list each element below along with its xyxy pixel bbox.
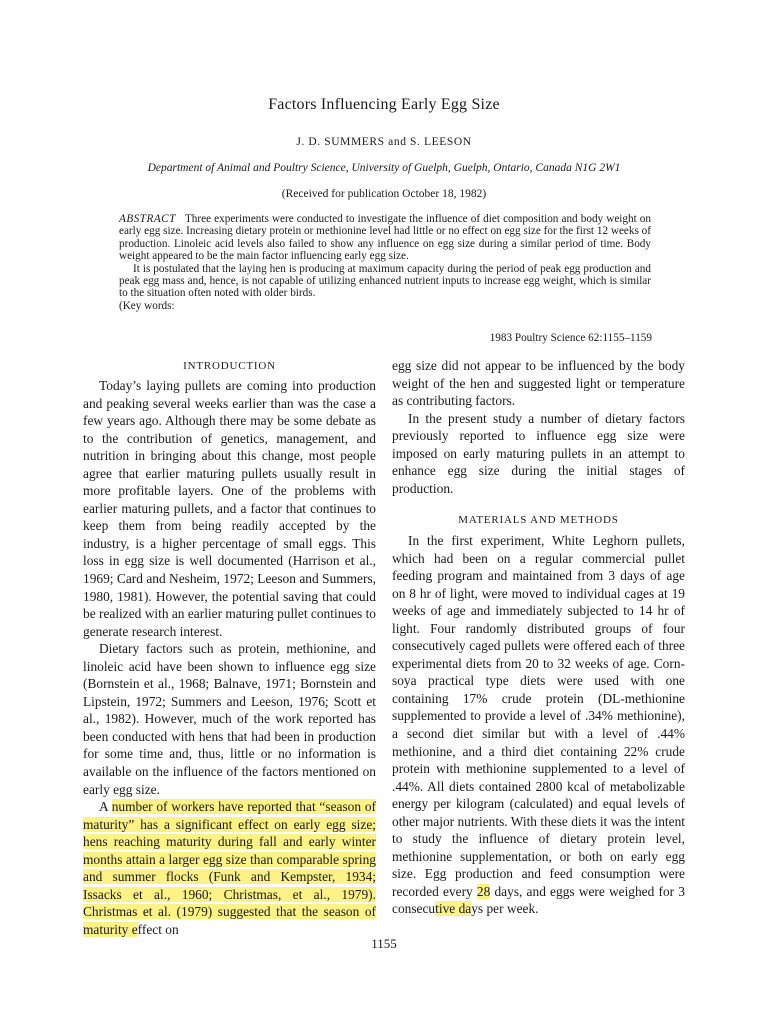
methods-text-end: ys per week. [471, 901, 539, 917]
abstract-label: ABSTRACT [119, 213, 176, 225]
abstract [119, 213, 651, 312]
abstract-paragraph-2: It is postulated that the laying hen is producing at maximum capacity during the period of peak egg production and peak egg mass and, hence, is not capable of utilizing enhanced nutrient inputs to increase egg weight, which is similar to the situation often noted with older birds. [119, 262, 651, 300]
intro-paragraph-5: In the present study a number of dietary factors previously reported to influence egg size were imposed on early maturing pullets in an attempt to enhance egg size during the initial stages of production. [392, 410, 685, 496]
introduction-heading: INTRODUCTION [183, 360, 276, 372]
abstract-text-1: Three experiments were conducted to investigate the influence of diet composition and body weight on early egg size. Increasing dietary protein or methionine level had little or no effect on egg size for the first 12 weeks of production. Linoleic acid levels also failed to show any influence on egg size during a similar period of time. Body weight appeared to be the main factor influencing early egg size. [119, 213, 651, 263]
intro-p3-start: A [99, 799, 108, 815]
right-column-top [392, 357, 685, 497]
page-number: 1155 [371, 936, 397, 951]
methods-text-main: In the first experiment, White Leghorn pullets, which had been on a regular commercial pullet feeding program and maintained from 3 days of age on 8 hr of light, were moved to individual cages at 19 weeks of age and immediately subjected to 14 hr of light. Four randomly distributed groups of four consecutively caged pullets were offered each of three experimental diets from 20 to 32 weeks of age. Corn-soya practical type diets were used with one containing 17% crude protein (DL-methionine supplemented to provide a level of .34% methionine), a second diet similar but with a level of .44% methionine, and a third diet containing 22% crude protein with methionine supplemented to a level of .44%. All diets contained 2800 kcal of metabolizable energy per kilogram (calculated) and equal levels of other major nutrients. With these diets it was the intent to study the influence of dietary protein level, methionine supplementation, or both on early egg size. Egg production and feed consumption were recorded every [392, 533, 686, 899]
highlight-28: 28 [476, 883, 491, 899]
affiliation: Department of Animal and Poultry Science, University of Guelph, Guelph, Ontario, Canada N1G 2W1 [147, 162, 621, 174]
intro-paragraph-1: Today’s laying pullets are coming into production and peaking several weeks earlier than was the case a few years ago. Although there may be some debate as to the contribution of genetics, management, and nutrition in bringing about this change, most people agree that earlier maturing pullets usually result in more profitable layers. One of the problems with earlier maturing pullets, and a factor that continues to keep them from being readily accepted by the industry, is a higher percentage of small eggs. This loss in egg size is well documented (Harrison et al., 1969; Card and Nesheim, 1972; Leeson and Summers, 1980, 1981). However, the potential saving that could be realized with an earlier maturing pullet continues to generate research interest. [83, 378, 376, 639]
abstract-paragraph-1 [119, 213, 651, 263]
right-column-methods [392, 532, 685, 918]
highlight-tive-da: tive da [435, 901, 472, 917]
author-line: J. D. SUMMERS and S. LEESON [296, 136, 472, 148]
intro-paragraph-2: Dietary factors such as protein, methionine, and linoleic acid have been shown to influence egg size (Bornstein et al., 1968; Balnave, 1971; Bornstein and Lipstein, 1972; Summers and Leeson, 1976; Scott et al., 1982). However, much of the work reported has been conducted with hens that had been in production for some time and, thus, little or no information is available on the influence of the factors mentioned on early egg size. [83, 641, 376, 797]
methods-text-mid: days, and eggs were weighed for 3 consecu [392, 883, 685, 917]
journal-citation: 1983 Poultry Science 62:1155–1159 [489, 332, 652, 344]
methods-paragraph-1 [392, 532, 685, 918]
intro-p3-end: ffect on [137, 921, 179, 937]
keywords: (Key words: [119, 299, 175, 312]
left-column [83, 377, 376, 939]
paper-title: Factors Influencing Early Egg Size [268, 96, 500, 113]
intro-paragraph-3 [83, 798, 376, 938]
received-date: (Received for publication October 18, 1982) [281, 188, 487, 200]
methods-heading: MATERIALS AND METHODS [458, 514, 619, 526]
highlighted-passage: number of workers have reported that “season of maturity” has a significant effect on early egg size; hens reaching maturity during fall and early winter months attain a larger egg size than comparable spring and summer flocks (Funk and Kempster, 1934; Issacks et al., 1960; Christmas, et al., 1979). Christmas et al. (1979) suggested that the season of maturity e [83, 799, 376, 937]
intro-paragraph-4: egg size did not appear to be influenced by the body weight of the hen and suggested light or temperature as contributing factors. [392, 358, 685, 409]
